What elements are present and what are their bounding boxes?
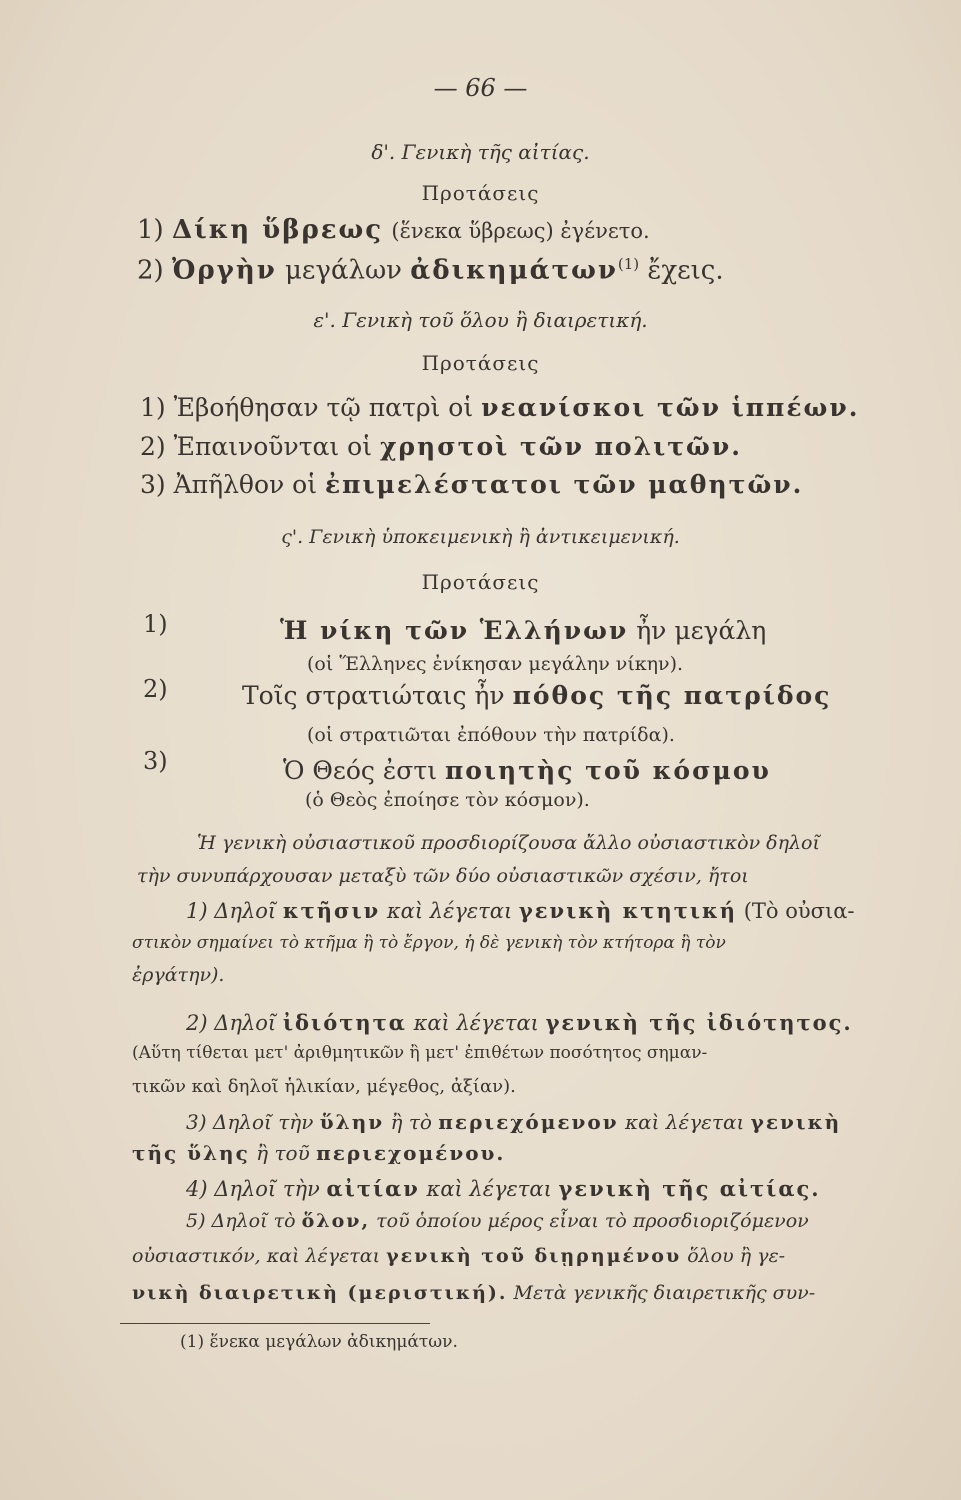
example-e1: 1) Ἐβοήθησαν τῷ πατρὶ οἱ νεανίσκοι τῶν ἱππέων. xyxy=(140,393,860,422)
footnote-marker: (1) xyxy=(617,255,640,273)
page-number: — 66 — xyxy=(433,74,528,102)
example-s2-paraphrase: (οἱ στρατιῶται ἐπόθουν τὴν πατρίδα). xyxy=(307,724,675,746)
item-4-line-1: 4) Δηλοῖ τὴν αἰτίαν καὶ λέγεται γενικὴ τῆς αἰτίας. xyxy=(186,1176,821,1201)
example-d2: 2) Ὀργὴν μεγάλων ἀδικημάτων$^{(1)}$ ἔχεις. xyxy=(137,255,724,286)
example-e2: 2) Ἐπαινοῦνται οἱ χρηστοὶ τῶν πολιτῶν. xyxy=(140,432,742,461)
item-5-line-3: νικὴ διαιρετικὴ (μεριστική). Μετὰ γενικῆς διαιρετικῆς συν- xyxy=(132,1282,816,1304)
item-2-line-2: (Αὕτη τίθεται μετ' ἀριθμητικῶν ἢ μετ' ἐπιθέτων ποσότητος σημαν- xyxy=(132,1043,708,1063)
protaseis-label-d: Προτάσεις xyxy=(421,181,540,205)
section-heading-d: δ'. Γενικὴ τῆς αἰτίας. xyxy=(371,140,590,164)
item-2-line-1: 2) Δηλοῖ ἰδιότητα καὶ λέγεται γενικὴ τῆς ἰδιότητος. xyxy=(186,1010,853,1035)
footnote-divider xyxy=(120,1323,430,1324)
example-s3: Ὁ Θεός ἐστι ποιητὴς τοῦ κόσμου xyxy=(283,756,771,785)
item-5-line-1: 5) Δηλοῖ τὸ ὅλον, τοῦ ὁποίου μέρος εἶναι τὸ προσδιοριζόμενον xyxy=(186,1210,809,1232)
protaseis-label-s: Προτάσεις xyxy=(421,570,540,594)
example-s3-number: 3) xyxy=(143,747,168,775)
rule-paragraph-line-2: τὴν συνυπάρχουσαν μεταξὺ τῶν δύο οὐσιαστικῶν σχέσιν, ἤτοι xyxy=(137,865,749,887)
item-1-line-3: ἐργάτην). xyxy=(132,964,225,986)
example-e3: 3) Ἀπῆλθον οἱ ἐπιμελέστατοι τῶν μαθητῶν. xyxy=(140,470,804,499)
protaseis-label-e: Προτάσεις xyxy=(421,351,540,375)
item-3-line-1: 3) Δηλοῖ τὴν ὕλην ἢ τὸ περιεχόμενον καὶ λέγεται γενικὴ xyxy=(186,1110,842,1134)
example-s1-number: 1) xyxy=(143,610,168,638)
item-3-line-2: τῆς ὕλης ἢ τοῦ περιεχομένου. xyxy=(132,1141,506,1165)
rule-paragraph-line-1: Ἡ γενικὴ οὐσιαστικοῦ προσδιορίζουσα ἄλλο οὐσιαστικὸν δηλοῖ xyxy=(197,832,820,854)
example-s1-paraphrase: (οἱ Ἕλληνες ἐνίκησαν μεγάλην νίκην). xyxy=(307,653,684,675)
example-s1: Ἡ νίκη τῶν Ἑλλήνων ἦν μεγάλη xyxy=(280,616,767,645)
item-1-line-2: στικὸν σημαίνει τὸ κτῆμα ἢ τὸ ἔργον, ἡ δὲ γενικὴ τὸν κτήτορα ἢ τὸν xyxy=(132,933,726,953)
footnote: (1) ἕνεκα μεγάλων ἀδικημάτων. xyxy=(180,1332,458,1352)
example-s3-paraphrase: (ὁ Θεὸς ἐποίησε τὸν κόσμον). xyxy=(305,789,590,811)
item-5-line-2: οὐσιαστικόν, καὶ λέγεται γενικὴ τοῦ διῃρημένου ὅλου ἢ γε- xyxy=(132,1245,786,1267)
item-1-line-1: 1) Δηλοῖ κτῆσιν καὶ λέγεται γενικὴ κτητική (Τὸ οὐσια- xyxy=(186,898,855,923)
section-heading-e: ε'. Γενικὴ τοῦ ὅλου ἢ διαιρετική. xyxy=(313,308,648,332)
example-s2: Τοῖς στρατιώταις ἦν πόθος τῆς πατρίδος xyxy=(242,681,832,710)
section-heading-s: ς'. Γενικὴ ὑποκειμενικὴ ἢ ἀντικειμενική. xyxy=(281,526,680,548)
example-s2-number: 2) xyxy=(143,675,168,703)
example-d1: 1) Δίκη ὕβρεως (ἕνεκα ὕβρεως) ἐγένετο. xyxy=(137,215,650,245)
item-2-line-3: τικῶν καὶ δηλοῖ ἡλικίαν, μέγεθος, ἀξίαν). xyxy=(132,1076,516,1097)
